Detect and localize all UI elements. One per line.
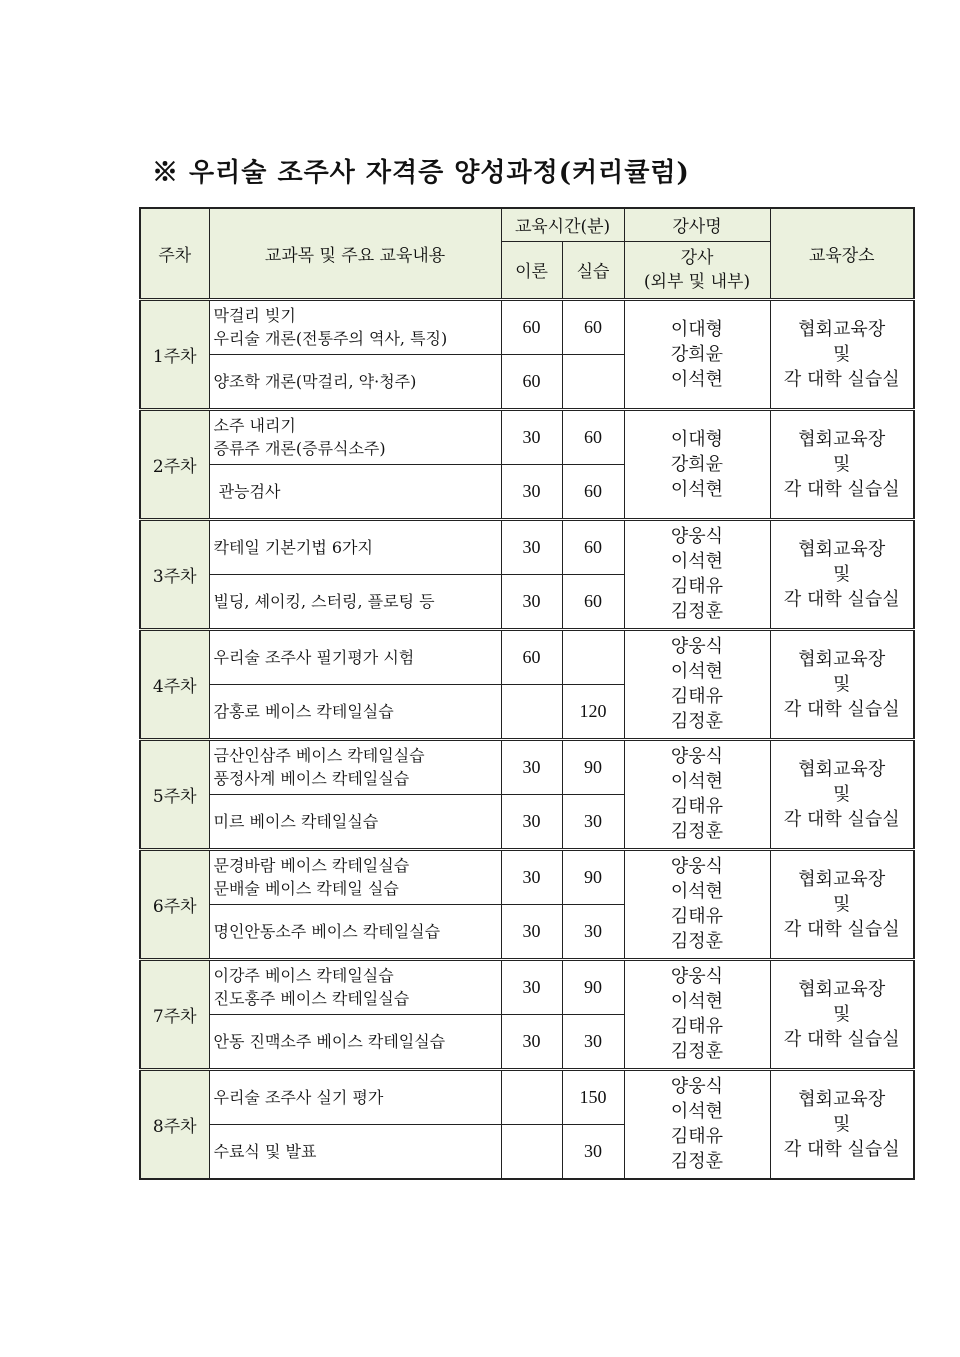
subject-cell: [209, 794, 501, 849]
practice-minutes: 30: [562, 1014, 624, 1069]
place-text: 각 대학 실습실: [783, 698, 900, 720]
instructor-name: 양웅식: [670, 966, 724, 987]
instructor-cell: [624, 409, 770, 519]
practice-minutes: [562, 354, 624, 409]
place-cell: [770, 959, 914, 1069]
practice-minutes: 60: [562, 409, 624, 464]
subject-cell: [209, 629, 501, 684]
header-instructor-line2: (외부 및 내부): [643, 271, 751, 292]
subject-cell: [209, 1069, 501, 1124]
subject-cell: [209, 904, 501, 959]
instructor-name: 김정훈: [670, 821, 724, 842]
instructor-name: 김정훈: [670, 601, 724, 622]
instructor-name: 김태유: [670, 906, 724, 927]
subject-text: 우리술 조주사 실기 평가: [213, 1087, 384, 1107]
place-text: 및: [833, 1003, 851, 1025]
practice-minutes: 90: [562, 739, 624, 794]
subject-cell: [209, 849, 501, 904]
place-text: 협회교육장: [798, 1088, 886, 1110]
theory-minutes: 30: [501, 904, 562, 959]
subject-text: 감홍로 베이스 칵테일실습: [213, 701, 394, 721]
instructor-name: 양웅식: [670, 636, 724, 657]
week-label: 6주차: [140, 849, 209, 959]
page-title: ※ 우리술 조주사 자격증 양성과정(커리큘럼): [152, 158, 690, 188]
instructor-name: 이석현: [670, 1101, 724, 1123]
practice-minutes: 60: [562, 574, 624, 629]
place-text: 각 대학 실습실: [783, 1028, 900, 1050]
week-label: 4주차: [140, 629, 209, 739]
instructor-name: 김태유: [670, 1126, 724, 1148]
header-theory: 이론: [501, 241, 562, 299]
instructor-name: 김태유: [670, 796, 724, 817]
place-text: 및: [833, 563, 851, 585]
practice-minutes: 30: [562, 794, 624, 849]
place-cell: [770, 299, 914, 409]
practice-minutes: 60: [562, 299, 624, 354]
table-row: [140, 519, 914, 574]
theory-minutes: [501, 684, 562, 739]
subject-cell: [209, 1124, 501, 1179]
practice-minutes: 60: [562, 464, 624, 519]
place-text: 각 대학 실습실: [783, 1138, 900, 1160]
header-instructor-line1: 강사: [680, 247, 714, 268]
instructor-cell: [624, 1069, 770, 1179]
subject-cell: [209, 409, 501, 464]
table-header: [140, 208, 914, 299]
week-label: 5주차: [140, 739, 209, 849]
place-text: 각 대학 실습실: [783, 478, 900, 500]
place-text: 각 대학 실습실: [783, 588, 900, 610]
instructor-name: 이대형: [670, 428, 724, 450]
instructor-name: 김정훈: [670, 711, 724, 732]
instructor-name: 이석현: [670, 368, 724, 390]
header-place: 교육장소: [770, 208, 914, 299]
practice-minutes: [562, 629, 624, 684]
instructor-name: 이석현: [670, 991, 724, 1012]
instructor-name: 김태유: [670, 576, 724, 597]
place-text: 각 대학 실습실: [783, 368, 900, 390]
theory-minutes: [501, 1124, 562, 1179]
place-text: 및: [833, 893, 851, 915]
practice-minutes: 150: [562, 1069, 624, 1124]
subject-text: 수료식 및 발표: [213, 1141, 317, 1161]
subject-text: 칵테일 기본기법 6가지: [213, 537, 373, 557]
subject-text: 막걸리 빚기: [213, 306, 296, 325]
practice-minutes: 90: [562, 849, 624, 904]
subject-text: 문경바람 베이스 칵테일실습: [213, 856, 410, 875]
instructor-cell: [624, 629, 770, 739]
week-label: 2주차: [140, 409, 209, 519]
subject-text: 진도홍주 베이스 칵테일실습: [213, 989, 410, 1008]
instructor-name: 이석현: [670, 551, 724, 572]
place-text: 및: [833, 783, 851, 805]
practice-minutes: 60: [562, 519, 624, 574]
table-row: [140, 1069, 914, 1124]
header-hours: 교육시간(분): [501, 208, 624, 241]
place-cell: [770, 1069, 914, 1179]
subject-text: 명인안동소주 베이스 칵테일실습: [213, 921, 441, 941]
subject-cell: [209, 354, 501, 409]
instructor-name: 강희윤: [670, 453, 724, 475]
subject-text: 문배술 베이스 칵테일 실습: [213, 879, 399, 898]
subject-text: 증류주 개론(증류식소주): [213, 439, 386, 458]
subject-text: 이강주 베이스 칵테일실습: [213, 966, 394, 985]
place-text: 및: [833, 343, 851, 365]
subject-text: 양조학 개론(막걸리, 약·청주): [213, 371, 417, 391]
instructor-name: 이석현: [670, 881, 724, 902]
header-instructor: [624, 241, 770, 299]
place-cell: [770, 629, 914, 739]
instructor-name: 김정훈: [670, 931, 724, 952]
place-text: 및: [833, 673, 851, 695]
subject-text: 미르 베이스 칵테일실습: [213, 811, 379, 831]
header-practice: 실습: [562, 241, 624, 299]
place-text: 협회교육장: [798, 978, 886, 1000]
theory-minutes: 30: [501, 409, 562, 464]
instructor-name: 양웅식: [670, 746, 724, 767]
theory-minutes: 30: [501, 464, 562, 519]
subject-cell: [209, 574, 501, 629]
subject-text: 빌딩, 셰이킹, 스터링, 플로팅 등: [213, 591, 435, 611]
theory-minutes: 60: [501, 354, 562, 409]
instructor-name: 강희윤: [670, 343, 724, 365]
instructor-name: 김태유: [670, 686, 724, 707]
instructor-cell: [624, 519, 770, 629]
theory-minutes: 60: [501, 629, 562, 684]
table-row: [140, 849, 914, 904]
place-text: 협회교육장: [798, 648, 886, 670]
subject-text: 우리술 조주사 필기평가 시험: [213, 647, 415, 667]
table-row: [140, 409, 914, 464]
table-body: [140, 299, 914, 1179]
instructor-name: 이석현: [670, 661, 724, 682]
subject-text: 관능검사: [213, 481, 281, 501]
place-cell: [770, 519, 914, 629]
week-label: 3주차: [140, 519, 209, 629]
practice-minutes: 30: [562, 904, 624, 959]
instructor-name: 이석현: [670, 771, 724, 792]
subject-cell: [209, 1014, 501, 1069]
place-text: 협회교육장: [798, 758, 886, 780]
instructor-cell: [624, 739, 770, 849]
table-row: [140, 629, 914, 684]
curriculum-table: [139, 207, 915, 1180]
theory-minutes: [501, 1069, 562, 1124]
subject-cell: [209, 959, 501, 1014]
theory-minutes: 30: [501, 739, 562, 794]
instructor-name: 양웅식: [670, 526, 724, 547]
subject-text: 안동 진맥소주 베이스 칵테일실습: [213, 1031, 446, 1051]
place-text: 협회교육장: [798, 318, 886, 340]
subject-text: 금산인삼주 베이스 칵테일실습: [213, 746, 425, 765]
practice-minutes: 90: [562, 959, 624, 1014]
week-label: 1주차: [140, 299, 209, 409]
instructor-name: 이석현: [670, 478, 724, 500]
place-text: 협회교육장: [798, 428, 886, 450]
table-row: [140, 299, 914, 354]
theory-minutes: 60: [501, 299, 562, 354]
week-label: 7주차: [140, 959, 209, 1069]
subject-cell: [209, 739, 501, 794]
instructor-name: 김정훈: [670, 1151, 724, 1173]
theory-minutes: 30: [501, 849, 562, 904]
practice-minutes: 120: [562, 684, 624, 739]
place-text: 각 대학 실습실: [783, 808, 900, 830]
theory-minutes: 30: [501, 794, 562, 849]
instructor-cell: [624, 849, 770, 959]
header-instructor-group: 강사명: [624, 208, 770, 241]
place-text: 각 대학 실습실: [783, 918, 900, 940]
instructor-name: 양웅식: [670, 856, 724, 877]
instructor-name: 김정훈: [670, 1041, 724, 1062]
place-text: 및: [833, 1113, 851, 1135]
week-label: 8주차: [140, 1069, 209, 1179]
instructor-cell: [624, 959, 770, 1069]
subject-cell: [209, 684, 501, 739]
header-week: 주차: [140, 208, 209, 299]
table-row: [140, 739, 914, 794]
theory-minutes: 30: [501, 1014, 562, 1069]
place-cell: [770, 849, 914, 959]
theory-minutes: 30: [501, 574, 562, 629]
place-text: 협회교육장: [798, 868, 886, 890]
instructor-name: 이대형: [670, 318, 724, 340]
header-subject: 교과목 및 주요 교육내용: [209, 208, 501, 299]
place-cell: [770, 409, 914, 519]
instructor-name: 김태유: [670, 1016, 724, 1037]
place-text: 협회교육장: [798, 538, 886, 560]
subject-cell: [209, 464, 501, 519]
theory-minutes: 30: [501, 519, 562, 574]
table-row: [140, 959, 914, 1014]
instructor-cell: [624, 299, 770, 409]
place-text: 및: [833, 453, 851, 475]
subject-text: 우리술 개론(전통주의 역사, 특징): [213, 329, 448, 348]
subject-cell: [209, 519, 501, 574]
theory-minutes: 30: [501, 959, 562, 1014]
place-cell: [770, 739, 914, 849]
practice-minutes: 30: [562, 1124, 624, 1179]
instructor-name: 양웅식: [670, 1076, 724, 1098]
subject-cell: [209, 299, 501, 354]
subject-text: 풍정사계 베이스 칵테일실습: [213, 769, 410, 788]
subject-text: 소주 내리기: [213, 416, 296, 435]
